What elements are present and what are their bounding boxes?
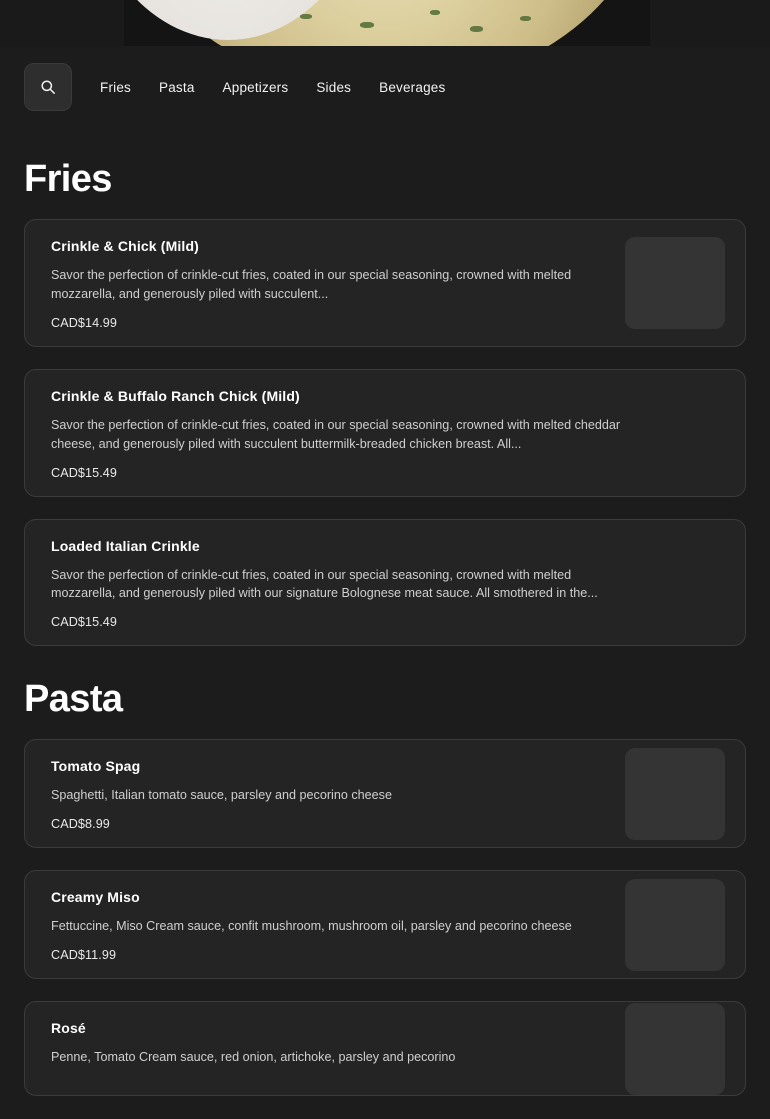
menu-item-name: Creamy Miso bbox=[51, 889, 140, 906]
menu-item-description: Fettuccine, Miso Cream sauce, confit mushroom, mushroom oil, parsley and pecorino cheese bbox=[51, 919, 572, 934]
menu-navbar bbox=[0, 46, 770, 128]
menu-item-thumbnail bbox=[625, 879, 725, 971]
menu-item-name: Tomato Spag bbox=[51, 758, 141, 775]
hero-image bbox=[0, 0, 770, 46]
search-icon bbox=[40, 79, 56, 95]
menu-item-thumbnail bbox=[625, 1003, 725, 1095]
menu-content bbox=[0, 128, 770, 1119]
menu-item-body bbox=[51, 238, 725, 330]
nav-link-appetizers[interactable]: Appetizers bbox=[222, 79, 289, 95]
menu-item-name: Crinkle & Buffalo Ranch Chick (Mild) bbox=[51, 387, 300, 404]
menu-item-card[interactable] bbox=[24, 870, 746, 979]
herb-garnish-icon bbox=[430, 10, 440, 15]
menu-item-price: CAD$8.99 bbox=[51, 817, 110, 832]
menu-item-description: Penne, Tomato Cream sauce, red onion, artichoke, parsley and pecorino bbox=[51, 1050, 456, 1065]
menu-item-thumbnail bbox=[625, 237, 725, 329]
menu-item-card[interactable] bbox=[24, 519, 746, 647]
section-title-fries: Fries bbox=[24, 158, 112, 200]
nav-link-fries[interactable]: Fries bbox=[100, 79, 131, 95]
menu-item-description: Spaghetti, Italian tomato sauce, parsley and pecorino cheese bbox=[51, 788, 392, 803]
menu-item-card[interactable] bbox=[24, 739, 746, 848]
herb-garnish-icon bbox=[300, 14, 312, 19]
section-title-pasta: Pasta bbox=[24, 678, 123, 721]
menu-item-body bbox=[51, 1020, 725, 1079]
menu-item-card[interactable] bbox=[24, 369, 746, 497]
menu-item-body bbox=[51, 388, 725, 480]
menu-item-price: CAD$15.49 bbox=[51, 465, 118, 480]
menu-item-card[interactable] bbox=[24, 1001, 746, 1096]
menu-item-body bbox=[51, 538, 725, 630]
herb-garnish-icon bbox=[520, 16, 531, 21]
menu-item-body bbox=[51, 889, 725, 962]
menu-item-description: Savor the perfection of crinkle-cut fries, coated in our special seasoning, crowned with melted mozzarella, and generously piled with succulent... bbox=[51, 268, 572, 301]
herb-garnish-icon bbox=[360, 22, 374, 28]
menu-item-price: CAD$15.49 bbox=[51, 615, 118, 630]
search-button[interactable] bbox=[24, 63, 72, 111]
menu-item-description: Savor the perfection of crinkle-cut fries, coated in our special seasoning, crowned with melted mozzarella, and generously piled with our signature Bolognese meat sauce. All smothered in the... bbox=[51, 567, 598, 601]
menu-item-name: Loaded Italian Crinkle bbox=[51, 537, 200, 554]
menu-item-description: Savor the perfection of crinkle-cut fries, coated in our special seasoning, crowned with melted cheddar cheese, and generously piled with succulent buttermilk-breaded chicken breast. All... bbox=[51, 417, 621, 451]
menu-item-price: CAD$11.99 bbox=[51, 948, 117, 963]
herb-garnish-icon bbox=[470, 26, 483, 32]
hero-right-edge bbox=[650, 0, 770, 46]
menu-item-name: Crinkle & Chick (Mild) bbox=[51, 238, 199, 254]
hero-left-edge bbox=[0, 0, 124, 46]
menu-item-body bbox=[51, 758, 725, 831]
menu-item-thumbnail bbox=[625, 748, 725, 840]
nav-link-pasta[interactable]: Pasta bbox=[159, 79, 195, 95]
menu-item-card[interactable] bbox=[24, 219, 746, 347]
menu-item-price: CAD$14.99 bbox=[51, 315, 118, 330]
nav-link-sides[interactable]: Sides bbox=[316, 79, 352, 95]
menu-item-name: Rosé bbox=[51, 1020, 86, 1037]
nav-link-beverages[interactable]: Beverages bbox=[379, 79, 446, 95]
nav-links bbox=[86, 72, 459, 103]
